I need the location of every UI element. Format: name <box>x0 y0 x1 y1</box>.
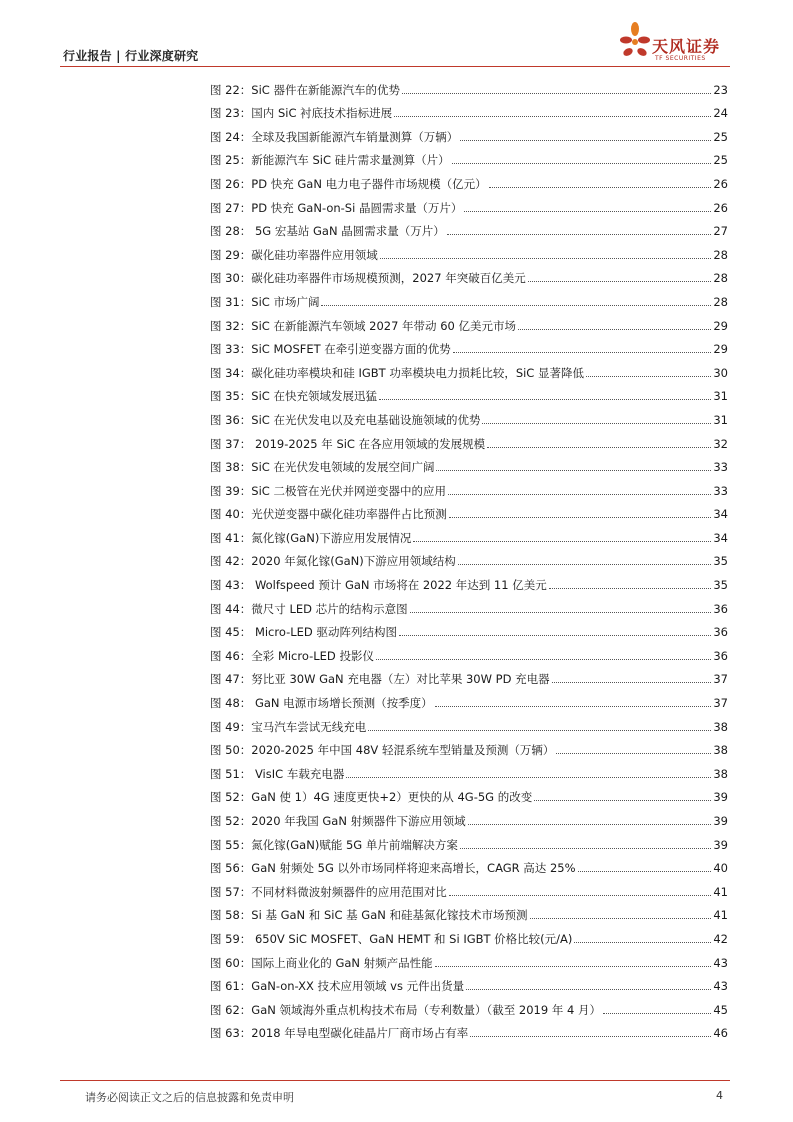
toc-entry[interactable] <box>210 970 728 994</box>
toc-entry-page: 38 <box>713 766 728 781</box>
toc-entry-title: 图 43： Wolfspeed 预计 GaN 市场将在 2022 年达到 11 亿美元 <box>210 578 547 593</box>
toc-entry[interactable] <box>210 922 728 946</box>
toc-entry[interactable] <box>210 356 728 380</box>
toc-entry[interactable] <box>210 215 728 239</box>
toc-dot-leader <box>346 777 711 778</box>
toc-entry-title: 图 32：SiC 在新能源汽车领域 2027 年带动 60 亿美元市场 <box>210 318 516 333</box>
toc-entry-title: 图 40：光伏逆变器中碳化硅功率器件占比预测 <box>210 507 447 522</box>
toc-entry-title: 图 27：PD 快充 GaN-on-Si 晶圆需求量（万片） <box>210 200 463 215</box>
toc-dot-leader <box>376 659 711 660</box>
toc-entry[interactable] <box>210 804 728 828</box>
toc-entry-page: 37 <box>713 672 728 687</box>
toc-entry-title: 图 35：SiC 在快充领域发展迅猛 <box>210 389 377 404</box>
toc-dot-leader <box>487 447 711 448</box>
toc-entry-page: 36 <box>713 648 728 663</box>
toc-entry[interactable] <box>210 285 728 309</box>
toc-dot-leader <box>528 281 712 282</box>
toc-entry-page: 36 <box>713 625 728 640</box>
toc-entry[interactable] <box>210 309 728 333</box>
toc-entry-title: 图 33：SiC MOSFET 在牵引逆变器方面的优势 <box>210 342 451 357</box>
company-logo <box>618 20 736 66</box>
toc-entry[interactable] <box>210 616 728 640</box>
toc-entry[interactable] <box>210 380 728 404</box>
toc-entry[interactable] <box>210 262 728 286</box>
toc-entry[interactable] <box>210 899 728 923</box>
toc-entry[interactable] <box>210 639 728 663</box>
toc-entry-page: 35 <box>713 578 728 593</box>
toc-entry[interactable] <box>210 1017 728 1041</box>
table-of-figures <box>210 73 728 1040</box>
toc-dot-leader <box>447 234 712 235</box>
toc-entry[interactable] <box>210 734 728 758</box>
toc-entry-page: 39 <box>713 790 728 805</box>
footer-divider <box>60 1080 730 1081</box>
toc-entry-page: 33 <box>713 460 728 475</box>
toc-entry-title: 图 25：新能源汽车 SiC 硅片需求量测算（片） <box>210 153 450 168</box>
toc-dot-leader <box>458 564 712 565</box>
toc-entry-title: 图 38：SiC 在光伏发电领域的发展空间广阔 <box>210 460 435 475</box>
toc-entry[interactable] <box>210 592 728 616</box>
toc-entry-page: 25 <box>713 129 728 144</box>
toc-entry-title: 图 49：宝马汽车尝试无线充电 <box>210 719 367 734</box>
toc-entry-page: 38 <box>713 743 728 758</box>
toc-entry-page: 24 <box>713 106 728 121</box>
toc-dot-leader <box>482 423 711 424</box>
toc-dot-leader <box>410 612 712 613</box>
toc-entry[interactable] <box>210 191 728 215</box>
toc-entry[interactable] <box>210 568 728 592</box>
toc-entry-title: 图 60：国际上商业化的 GaN 射频产品性能 <box>210 955 433 970</box>
toc-entry-page: 28 <box>713 247 728 262</box>
toc-dot-leader <box>552 682 712 683</box>
toc-entry-title: 图 22：SiC 器件在新能源汽车的优势 <box>210 82 400 97</box>
toc-entry-title: 图 23：国内 SiC 衬底技术指标进展 <box>210 106 393 121</box>
toc-entry[interactable] <box>210 167 728 191</box>
toc-dot-leader <box>399 635 711 636</box>
toc-dot-leader <box>448 494 711 495</box>
toc-entry-page: 29 <box>713 342 728 357</box>
toc-entry-title: 图 52：GaN 使 1）4G 速度更快+2）更快的从 4G-5G 的改变 <box>210 790 533 805</box>
toc-entry-page: 37 <box>713 696 728 711</box>
toc-entry[interactable] <box>210 451 728 475</box>
toc-entry[interactable] <box>210 852 728 876</box>
toc-dot-leader <box>489 187 712 188</box>
toc-entry-title: 图 48： GaN 电源市场增长预测（按季度） <box>210 696 433 711</box>
toc-dot-leader <box>449 517 712 518</box>
toc-entry[interactable] <box>210 427 728 451</box>
toc-entry[interactable] <box>210 144 728 168</box>
toc-entry-page: 29 <box>713 318 728 333</box>
toc-dot-leader <box>453 352 712 353</box>
toc-dot-leader <box>380 258 712 259</box>
toc-entry-page: 43 <box>713 955 728 970</box>
toc-entry-title: 图 62：GaN 领域海外重点机构技术布局（专利数量）（截至 2019 年 4 月） <box>210 1002 601 1017</box>
toc-entry-page: 31 <box>713 412 728 427</box>
toc-entry[interactable] <box>210 545 728 569</box>
toc-entry[interactable] <box>210 498 728 522</box>
toc-entry-page: 23 <box>713 82 728 97</box>
toc-entry[interactable] <box>210 521 728 545</box>
toc-entry[interactable] <box>210 333 728 357</box>
toc-entry-title: 图 52：2020 年我国 GaN 射频器件下游应用领域 <box>210 814 466 828</box>
toc-entry-title: 图 56：GaN 射频处 5G 以外市场同样将迎来高增长，CAGR 高达 25% <box>210 861 576 876</box>
toc-dot-leader <box>578 871 712 872</box>
toc-entry-page: 26 <box>713 176 728 191</box>
toc-entry-title: 图 55：氮化镓(GaN)赋能 5G 单片前端解决方案 <box>210 837 458 852</box>
toc-entry-page: 39 <box>713 814 728 828</box>
toc-entry-title: 图 46：全彩 Micro-LED 投影仪 <box>210 648 374 663</box>
toc-dot-leader <box>530 918 712 919</box>
toc-entry-title: 图 58：Si 基 GaN 和 SiC 基 GaN 和硅基氮化镓技术市场预测 <box>210 908 528 923</box>
toc-entry-page: 41 <box>713 884 728 899</box>
toc-dot-leader <box>460 848 711 849</box>
toc-dot-leader <box>534 800 711 801</box>
toc-entry-title: 图 47：努比亚 30W GaN 充电器（左）对比苹果 30W PD 充电器 <box>210 672 550 687</box>
toc-entry[interactable] <box>210 403 728 427</box>
toc-entry[interactable] <box>210 686 728 710</box>
toc-entry-title: 图 36：SiC 在光伏发电以及充电基础设施领域的优势 <box>210 412 481 427</box>
toc-entry-page: 34 <box>713 530 728 545</box>
toc-entry-page: 36 <box>713 601 728 616</box>
toc-dot-leader <box>436 470 711 471</box>
toc-dot-leader <box>449 895 712 896</box>
header-divider <box>60 66 730 67</box>
toc-entry[interactable] <box>210 875 728 899</box>
toc-entry-page: 38 <box>713 719 728 734</box>
toc-entry-page: 39 <box>713 837 728 852</box>
toc-entry[interactable] <box>210 993 728 1017</box>
toc-entry[interactable] <box>210 120 728 144</box>
toc-entry-title: 图 42：2020 年氮化镓(GaN)下游应用领域结构 <box>210 554 456 569</box>
page-number: 4 <box>716 1089 723 1102</box>
toc-dot-leader <box>556 753 711 754</box>
toc-entry-title: 图 30：碳化硅功率器件市场规模预测，2027 年突破百亿美元 <box>210 271 526 286</box>
toc-dot-leader <box>586 376 711 377</box>
toc-entry-page: 33 <box>713 483 728 498</box>
toc-entry-title: 图 44：微尺寸 LED 芯片的结构示意图 <box>210 601 408 616</box>
toc-entry-page: 35 <box>713 554 728 569</box>
toc-dot-leader <box>549 588 712 589</box>
toc-entry-page: 26 <box>713 200 728 215</box>
toc-entry-title: 图 29：碳化硅功率器件应用领域 <box>210 247 378 262</box>
toc-entry-page: 42 <box>713 931 728 946</box>
toc-entry-title: 图 63：2018 年导电型碳化硅晶片厂商市场占有率 <box>210 1026 469 1041</box>
toc-entry-page: 45 <box>713 1002 728 1017</box>
toc-dot-leader <box>603 1013 711 1014</box>
toc-entry[interactable] <box>210 663 728 687</box>
toc-entry-page: 46 <box>713 1026 728 1041</box>
toc-entry-title: 图 41：氮化镓(GaN)下游应用发展情况 <box>210 530 412 545</box>
toc-entry[interactable] <box>210 73 728 97</box>
toc-entry-title: 图 45： Micro-LED 驱动阵列结构图 <box>210 625 397 640</box>
toc-entry-title: 图 26：PD 快充 GaN 电力电子器件市场规模（亿元） <box>210 176 487 191</box>
toc-dot-leader <box>413 541 711 542</box>
toc-entry-title: 图 34：碳化硅功率模块和硅 IGBT 功率模块电力损耗比较，SiC 显著降低 <box>210 365 584 380</box>
toc-entry-title: 图 39：SiC 二极管在光伏并网逆变器中的应用 <box>210 483 446 498</box>
toc-entry[interactable] <box>210 946 728 970</box>
toc-entry-page: 43 <box>713 979 728 994</box>
toc-entry-page: 27 <box>713 224 728 239</box>
toc-entry-page: 32 <box>713 436 728 451</box>
toc-entry-page: 31 <box>713 389 728 404</box>
toc-entry-title: 图 59： 650V SiC MOSFET、GaN HEMT 和 Si IGBT 价格比较(元/A) <box>210 931 573 946</box>
toc-entry-title: 图 61：GaN-on-XX 技术应用领域 vs 元件出货量 <box>210 979 465 994</box>
toc-entry[interactable] <box>210 757 728 781</box>
toc-dot-leader <box>574 942 711 943</box>
toc-dot-leader <box>394 116 711 117</box>
toc-entry[interactable] <box>210 828 728 852</box>
toc-entry-title: 图 31：SiC 市场广阔 <box>210 294 320 309</box>
toc-dot-leader <box>379 399 711 400</box>
report-category: 行业报告 | 行业深度研究 <box>63 49 199 63</box>
toc-dot-leader <box>368 730 711 731</box>
toc-entry[interactable] <box>210 781 728 805</box>
toc-dot-leader <box>452 163 712 164</box>
toc-entry[interactable] <box>210 238 728 262</box>
toc-dot-leader <box>466 989 711 990</box>
toc-entry-page: 25 <box>713 153 728 168</box>
flower-logo-icon <box>618 20 652 66</box>
toc-entry-page: 40 <box>713 861 728 876</box>
toc-dot-leader <box>435 706 712 707</box>
brand-name: 天风证券 <box>652 37 721 56</box>
toc-entry[interactable] <box>210 474 728 498</box>
footer-disclaimer: 请务必阅读正文之后的信息披露和免责申明 <box>85 1091 294 1104</box>
toc-dot-leader <box>402 93 711 94</box>
toc-entry[interactable] <box>210 97 728 121</box>
toc-entry-title: 图 28： 5G 宏基站 GaN 晶圆需求量（万片） <box>210 224 445 239</box>
toc-dot-leader <box>435 966 712 967</box>
toc-entry-page: 28 <box>713 271 728 286</box>
toc-entry-title: 图 57：不同材料微波射频器件的应用范围对比 <box>210 884 447 899</box>
toc-dot-leader <box>464 211 711 212</box>
toc-dot-leader <box>468 824 712 825</box>
toc-dot-leader <box>470 1036 711 1037</box>
toc-dot-leader <box>460 140 711 141</box>
toc-dot-leader <box>321 305 711 306</box>
toc-entry[interactable] <box>210 710 728 734</box>
toc-entry-page: 28 <box>713 294 728 309</box>
toc-entry-page: 30 <box>713 365 728 380</box>
brand-name-en: TF SECURITIES <box>655 55 706 62</box>
toc-entry-title: 图 50：2020-2025 年中国 48V 轻混系统车型销量及预测（万辆） <box>210 743 555 758</box>
toc-entry-title: 图 51： VisIC 车载充电器 <box>210 766 345 781</box>
toc-entry-title: 图 37： 2019-2025 年 SiC 在各应用领域的发展规模 <box>210 436 486 451</box>
toc-entry-page: 34 <box>713 507 728 522</box>
toc-dot-leader <box>518 329 711 330</box>
toc-entry-page: 41 <box>713 908 728 923</box>
toc-entry-title: 图 24：全球及我国新能源汽车销量测算（万辆） <box>210 129 459 144</box>
